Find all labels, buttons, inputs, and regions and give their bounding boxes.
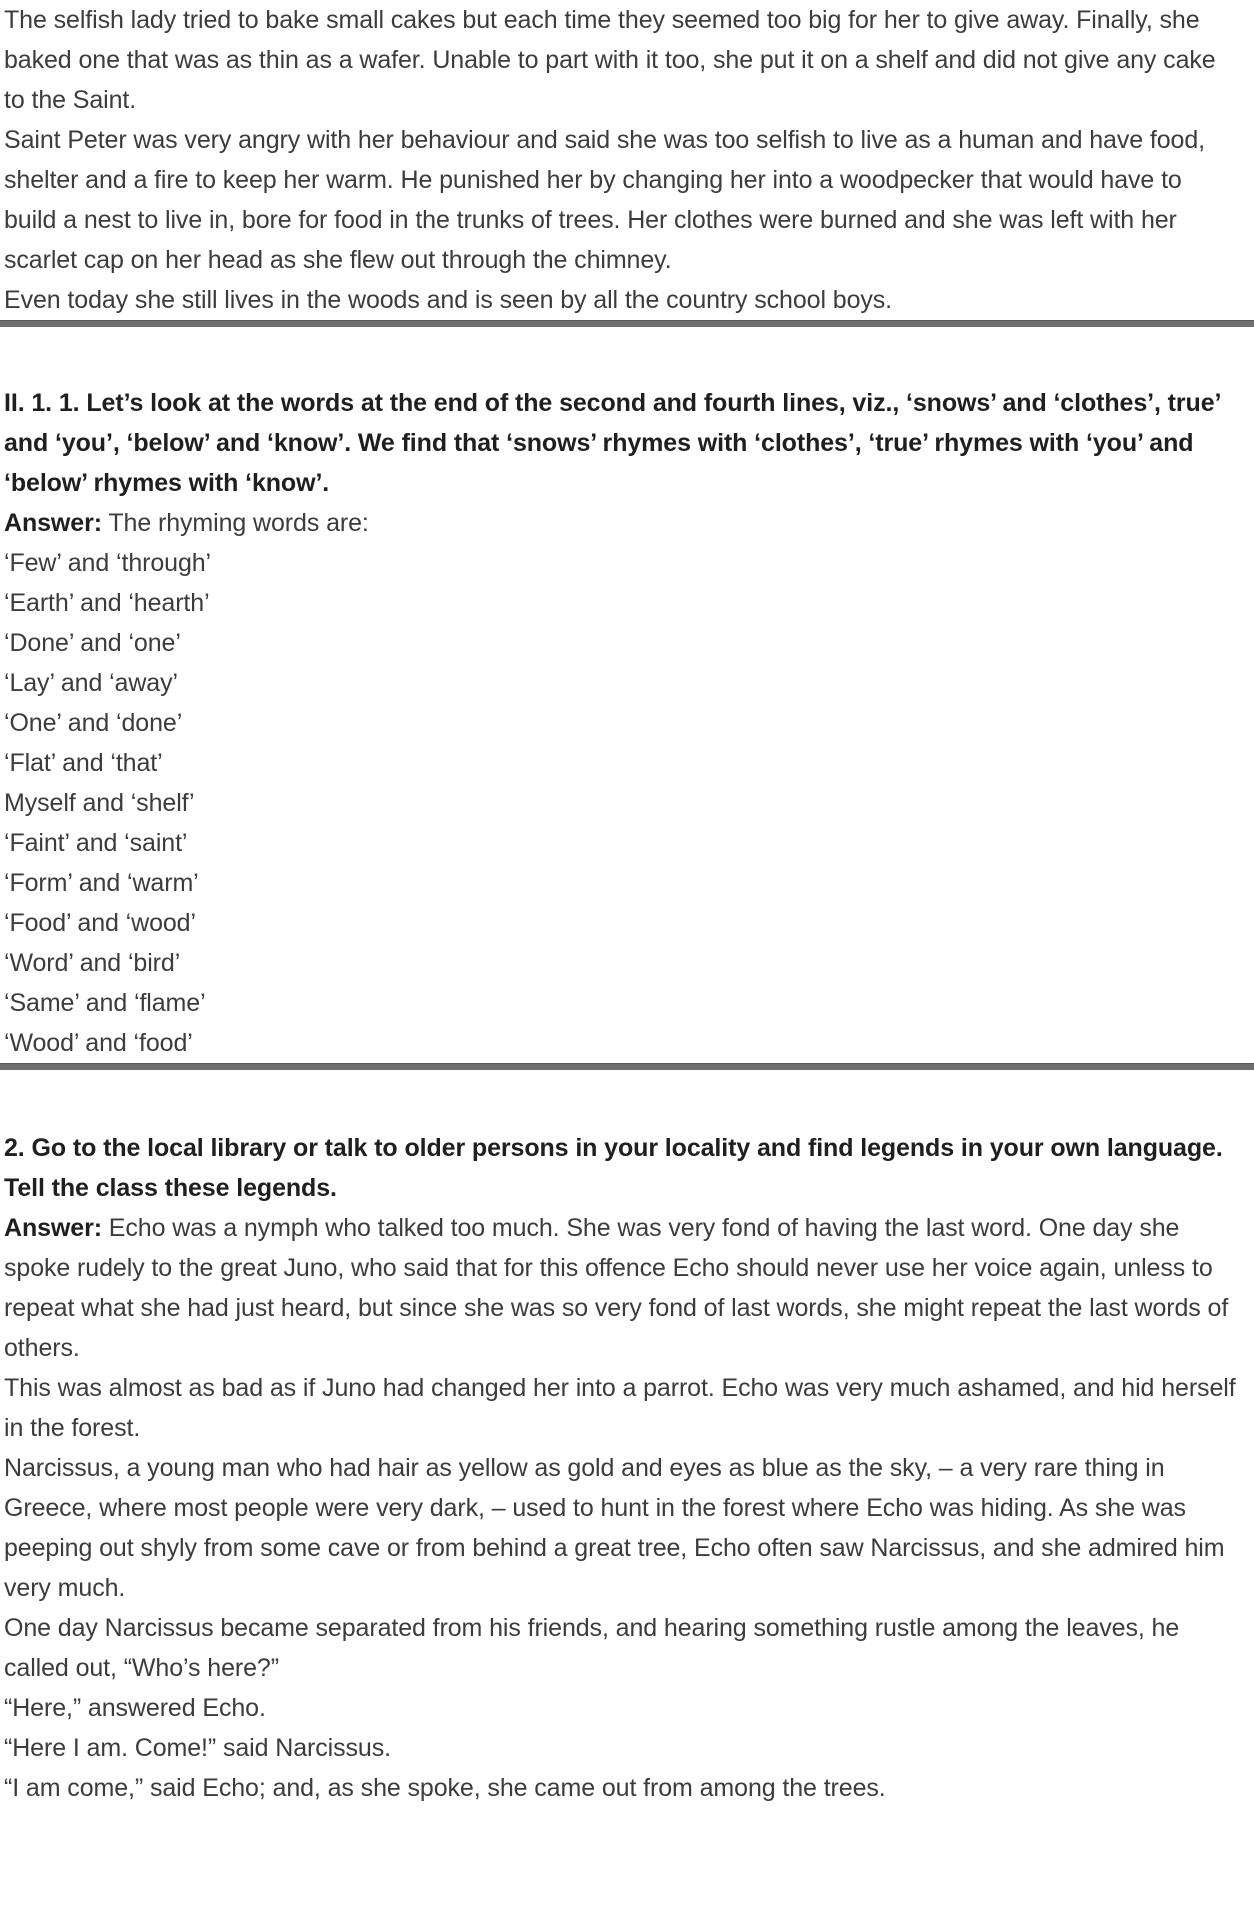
question-1-section — [0, 383, 1254, 1063]
section-divider — [0, 1063, 1254, 1070]
story-section — [0, 0, 1254, 320]
rhyme-pair: ‘Food’ and ‘wood’ — [4, 909, 196, 937]
rhyme-pair: ‘Few’ and ‘through’ — [4, 549, 212, 577]
question-1-answer-line — [4, 503, 1240, 543]
rhyme-pair: ‘Lay’ and ‘away’ — [4, 669, 178, 697]
rhyme-pair: ‘Same’ and ‘flame’ — [4, 989, 206, 1017]
section-divider — [0, 320, 1254, 327]
rhyme-pair: ‘Word’ and ‘bird’ — [4, 949, 181, 977]
answer-paragraph-text: Echo was a nymph who talked too much. She was very fond of having the last word. One day she spoke rudely to the great Juno, who said that for this offence Echo should never use her voice again, unless to repeat what she had just heard, but since she was so very fond of last words, she might repeat the last words of others. — [4, 1214, 1229, 1362]
rhyme-pair: ‘Wood’ and ‘food’ — [4, 1029, 193, 1057]
rhyme-pair: ‘Faint’ and ‘saint’ — [4, 829, 188, 857]
rhyme-pair: ‘Form’ and ‘warm’ — [4, 869, 199, 897]
answer-paragraph: Narcissus, a young man who had hair as yellow as gold and eyes as blue as the sky, – a very rare thing in Greece, where most people were very dark, – used to hunt in the forest where Echo was hiding. As she was peeping out shyly from some cave or from behind a great tree, Echo often saw Narcissus, and she admired him very much. — [4, 1454, 1225, 1602]
answer-intro: The rhyming words are: — [108, 509, 369, 537]
rhyme-pair: ‘Done’ and ‘one’ — [4, 629, 181, 657]
rhyme-pair: Myself and ‘shelf’ — [4, 789, 195, 817]
story-paragraph: Even today she still lives in the woods and is seen by all the country school boys. — [4, 286, 893, 314]
answer-paragraph: One day Narcissus became separated from his friends, and hearing something rustle among the leaves, he called out, “Who’s here?” — [4, 1614, 1180, 1682]
answer-paragraph — [4, 1208, 1240, 1368]
story-paragraph: Saint Peter was very angry with her behaviour and said she was too selfish to live as a human and have food, shelter and a fire to keep her warm. He punished her by changing her into a woodpecker that would have to build a nest to live in, bore for food in the trunks of trees. Her clothes were burned and she was left with her scarlet cap on her head as she flew out through the chimney. — [4, 126, 1206, 274]
question-2-section — [0, 1128, 1254, 1808]
answer-label: Answer: — [4, 509, 102, 537]
answer-paragraph: “Here I am. Come!” said Narcissus. — [4, 1734, 391, 1762]
answer-paragraph: “Here,” answered Echo. — [4, 1694, 266, 1722]
answer-label: Answer: — [4, 1214, 102, 1242]
answer-paragraph: This was almost as bad as if Juno had changed her into a parrot. Echo was very much ashamed, and hid herself in the forest. — [4, 1374, 1236, 1442]
rhyme-list — [4, 543, 1240, 1063]
story-paragraph: The selfish lady tried to bake small cakes but each time they seemed too big for her to give away. Finally, she baked one that was as thin as a wafer. Unable to part with it too, she put it on a shelf and did not give any cake to the Saint. — [4, 6, 1216, 114]
question-1-heading: II. 1. 1. Let’s look at the words at the end of the second and fourth lines, viz., ‘snows’ and ‘clothes’, true’ and ‘you’, ‘below’ and ‘know’. We find that ‘snows’ rhymes with ‘clothes’, ‘true’ rhymes with ‘you’ and ‘below’ rhymes with ‘know’. — [4, 389, 1220, 497]
rhyme-pair: ‘Earth’ and ‘hearth’ — [4, 589, 210, 617]
answer-paragraph: “I am come,” said Echo; and, as she spoke, she came out from among the trees. — [4, 1774, 886, 1802]
rhyme-pair: ‘One’ and ‘done’ — [4, 709, 183, 737]
question-2-answer — [4, 1208, 1240, 1808]
rhyme-pair: ‘Flat’ and ‘that’ — [4, 749, 163, 777]
question-2-heading: 2. Go to the local library or talk to older persons in your locality and find legends in your own language. Tell the class these legends. — [4, 1134, 1223, 1202]
